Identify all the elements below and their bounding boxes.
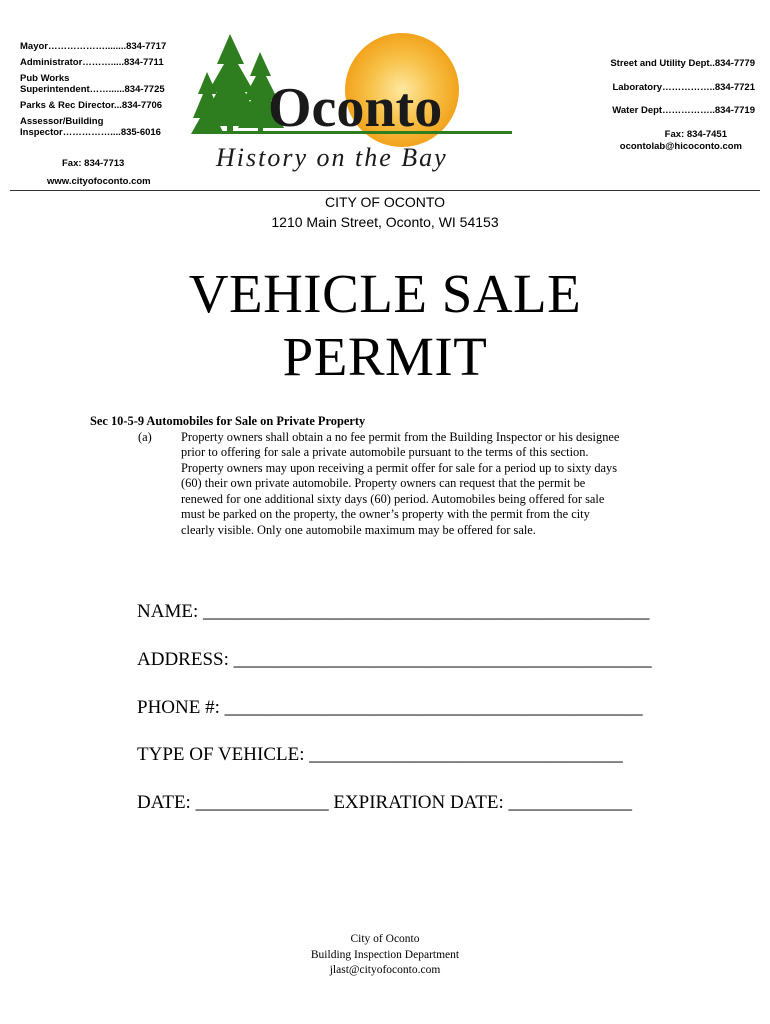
right-fax: Fax: 834-7451 xyxy=(664,129,727,140)
page-title xyxy=(0,262,770,388)
logo-tagline: History on the Bay xyxy=(216,143,448,172)
oconto-logo xyxy=(190,30,520,172)
address-field[interactable]: ADDRESS: ____________________________________________ xyxy=(137,649,652,670)
pubworks-label: Pub Works xyxy=(20,73,70,84)
administrator-phone: Administrator……….....834-7711 xyxy=(20,57,164,68)
oconto-logo-graphic xyxy=(190,30,520,172)
footer xyxy=(0,932,770,979)
footer-department: Building Inspection Department xyxy=(310,948,460,961)
date-fields[interactable]: DATE: ______________ EXPIRATION DATE: _____________ xyxy=(137,792,633,813)
phone-field[interactable]: PHONE #: ____________________________________________ xyxy=(137,697,643,718)
section-heading: Sec 10-5-9 Automobiles for Sale on Private Property xyxy=(90,414,366,428)
paragraph-marker: (a) xyxy=(138,429,152,444)
pubworks-phone: Superintendent……......834-7725 xyxy=(20,84,165,95)
vehicle-type-field[interactable]: TYPE OF VEHICLE: _________________________________ xyxy=(137,744,623,765)
footer-email: jlast@cityofoconto.com xyxy=(329,964,441,976)
city-name: CITY OF OCONTO xyxy=(324,194,446,210)
website: www.cityofoconto.com xyxy=(47,176,151,187)
footer-city: City of Oconto xyxy=(350,933,420,945)
name-field[interactable]: NAME: _______________________________________________ xyxy=(137,601,650,622)
water-dept-phone: Water Dept……………..834-7719 xyxy=(612,105,755,116)
left-fax: Fax: 834-7713 xyxy=(62,158,125,169)
paragraph-line: Property owners may upon receiving a permit offer for sale for a period up to sixty days xyxy=(181,460,618,475)
assessor-label: Assessor/Building xyxy=(20,116,104,127)
paragraph-line: (60) their own private automobile. Property owners can request that the permit be xyxy=(181,476,586,490)
ordinance-section xyxy=(90,414,690,538)
section-paragraph xyxy=(90,430,690,539)
title-line-2: PERMIT xyxy=(282,326,488,387)
parks-phone: Parks & Rec Director...834-7706 xyxy=(20,100,163,111)
title-line-1: VEHICLE SALE xyxy=(188,263,582,324)
paragraph-line: Property owners shall obtain a no fee permit from the Building Inspector or his designee xyxy=(181,429,620,444)
lab-email: ocontolab@hicoconto.com xyxy=(619,141,742,152)
contact-list-left xyxy=(20,41,185,187)
header-divider xyxy=(10,190,760,191)
laboratory-phone: Laboratory……………..834-7721 xyxy=(612,82,755,93)
city-address-block xyxy=(0,192,770,232)
logo-wordmark: Oconto xyxy=(268,77,443,139)
assessor-phone: Inspector……………....835-6016 xyxy=(20,127,161,138)
paragraph-line: clearly visible. Only one automobile maximum may be offered for sale. xyxy=(181,522,536,537)
mayor-phone: Mayor………………........834-7717 xyxy=(20,41,167,52)
street-utility-phone: Street and Utility Dept..834-7779 xyxy=(610,58,755,69)
paragraph-line: must be parked on the property, the owner’s property with the permit from the city xyxy=(181,507,590,521)
city-address: 1210 Main Street, Oconto, WI 54153 xyxy=(271,214,499,230)
paragraph-line: renewed for one additional sixty days (60) period. Automobiles being offered for sale xyxy=(181,491,605,506)
paragraph-line: prior to offering for sale a private automobile pursuant to the terms of this section. xyxy=(181,445,589,459)
